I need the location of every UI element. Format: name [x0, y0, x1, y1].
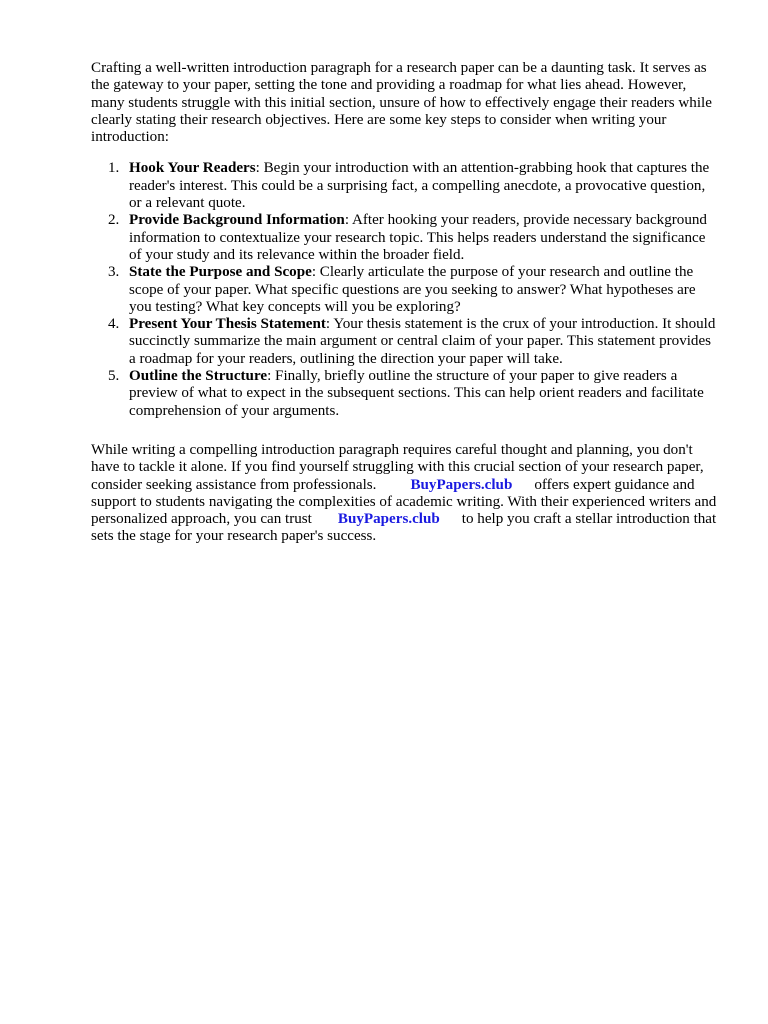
document-page: [91, 60, 721, 546]
intro-paragraph: Crafting a well-written introduction paragraph for a research paper can be a daunting task. It serves as the gateway to your paper, setting the tone and providing a roadmap for what lies ahead. However, many students struggle with this initial section, unsure of how to effectively engage their readers while clearly stating their research objectives. Here are some key steps to consider when writing your introduction:: [91, 60, 712, 146]
list-item: [91, 368, 721, 420]
list-item: [91, 212, 721, 264]
steps-list: [91, 160, 721, 419]
list-item-text: Your thesis statement is the crux of your introduction. It should succinctly summarize the main argument or central claim of your paper. This statement provides a roadmap for your readers, outlining the direction your paper will take.: [129, 316, 716, 367]
list-item-text: After hooking your readers, provide necessary background information to contextualize your research topic. This helps readers understand the significance of your study and its relevance within the broader field.: [129, 212, 707, 263]
list-item-text: Begin your introduction with an attention-grabbing hook that captures the reader's interest. This could be a surprising fact, a compelling anecdote, a provocative question, or a relevant quote.: [129, 160, 710, 212]
list-item-number: 2.: [108, 212, 120, 229]
buypapers-link[interactable]: BuyPapers.club: [410, 476, 513, 493]
list-item-title: State the Purpose and Scope: [129, 264, 312, 281]
list-item-number: 5.: [108, 368, 120, 385]
list-item-separator: :: [325, 316, 331, 333]
list-item-text: Finally, briefly outline the structure of your paper to give readers a preview of what to expect in the subsequent sections. This can help orient readers and facilitate comprehension of your arguments.: [129, 368, 704, 419]
list-item-separator: :: [311, 264, 317, 281]
list-item-title: Present Your Thesis Statement: [129, 316, 326, 333]
list-item-number: 1.: [108, 160, 120, 177]
closing-text-2: offers expert guidance and support to students navigating the complexities of academic writing. With their experienced writers and personalized approach, you can trust: [91, 476, 717, 528]
list-item-number: 4.: [108, 316, 120, 333]
list-item: [91, 264, 721, 316]
list-item: [91, 160, 721, 212]
list-item-separator: :: [344, 212, 350, 229]
list-item-text: Clearly articulate the purpose of your research and outline the scope of your paper. What specific questions are you seeking to answer? What hypotheses are you testing? What key concepts will you be exploring?: [129, 264, 696, 315]
list-item: [91, 316, 721, 368]
closing-text-3: to help you craft a stellar introduction that sets the stage for your research paper's success.: [91, 511, 717, 545]
list-item-title: Provide Background Information: [129, 212, 345, 229]
list-item-separator: :: [267, 368, 272, 385]
closing-text-1: While writing a compelling introduction paragraph requires careful thought and planning, you don't have to tackle it alone. If you find yourself struggling with this crucial section of your research paper, consider seeking assistance from professionals.: [91, 441, 704, 493]
list-item-number: 3.: [108, 264, 120, 281]
list-item-separator: :: [255, 160, 260, 177]
list-item-title: Outline the Structure: [129, 368, 268, 385]
closing-paragraph: [91, 442, 721, 546]
list-item-title: Hook Your Readers: [129, 160, 256, 177]
buypapers-link-second[interactable]: BuyPapers.club: [337, 511, 440, 528]
